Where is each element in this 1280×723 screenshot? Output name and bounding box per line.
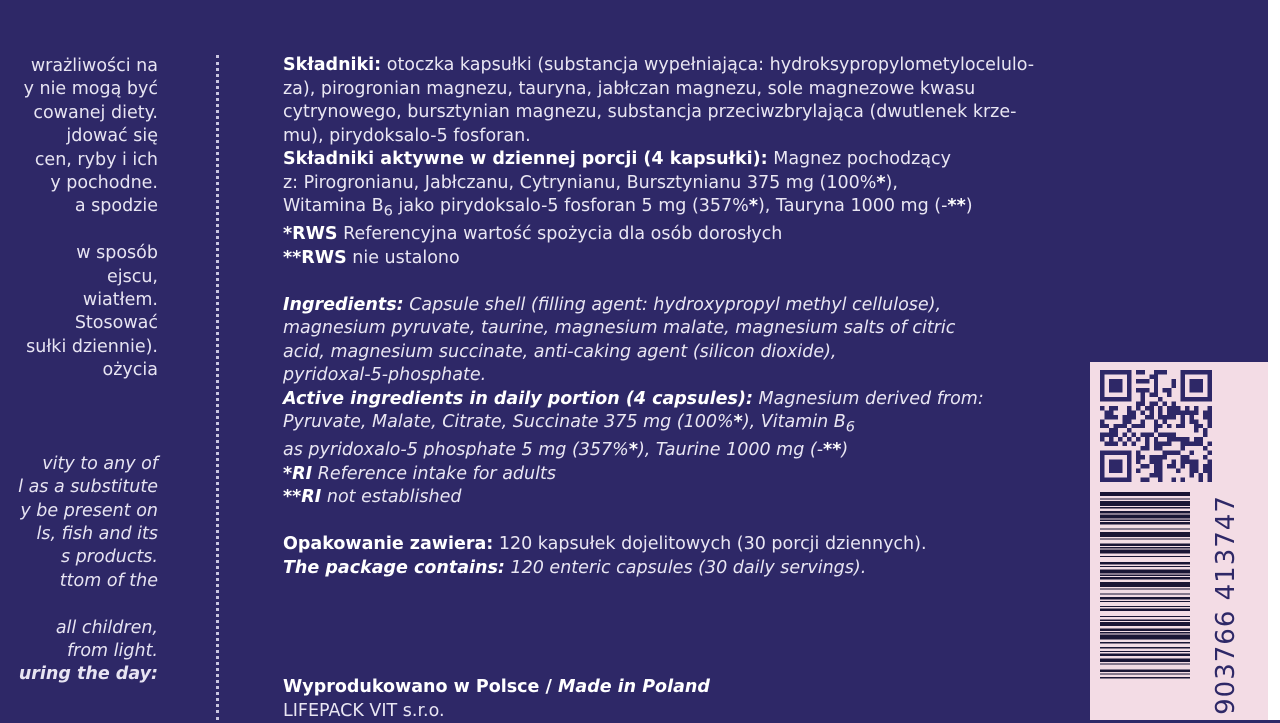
left-column-line: ls, fish and its [36,523,158,547]
left-column-text [0,0,200,720]
page-edge [1268,0,1280,720]
left-column-line: s products. [61,546,158,570]
made-in: Wyprodukowano w Polsce / Made in Poland [283,676,1163,700]
left-column-line: sułki dziennie). [26,336,158,360]
package-contents-en: The package contains: 120 enteric capsules (30 daily servings). [283,557,1163,581]
barcode-icon [1100,490,1190,720]
ri-note: *RI Reference intake for adults [283,463,1163,487]
left-column-line: ożycia [103,359,158,383]
rws-note-2: **RWS nie ustalono [283,247,1163,271]
left-column-line: y pochodne. [50,172,158,196]
active-ingredients-pl: Składniki aktywne w dziennej porcji (4 kapsułki): Magnez pochodzący [283,148,1163,172]
package-contents-pl: Opakowanie zawiera: 120 kapsułek dojelitowych (30 porcji dziennych). [283,533,1163,557]
left-column-line: cowanej diety. [33,102,158,126]
left-column-line: Stosować [75,312,158,336]
active-ingredients-en: Active ingredients in daily portion (4 capsules): Magnesium derived from: [283,388,1163,412]
rws-note: *RWS Referencyjna wartość spożycia dla osób dorosłych [283,223,1163,247]
left-column-line: wrażliwości na [31,55,158,79]
left-column-line: uring the day: [19,663,158,687]
composition-pl: Składniki: otoczka kapsułki (substancja wypełniająca: hydroksypropylometylocelulo- [283,54,1163,78]
left-column-line: y be present on [20,500,158,524]
left-column-line: l as a substitute [18,476,158,500]
left-column-line: ejscu, [107,266,158,290]
label-main-text: Składniki: otoczka kapsułki (substancja wypełniająca: hydroksypropylometylocelulo- za), pirogronian magnezu, tauryna, jabłczan magnezu, sole magnezowe kwasu cytrynowego, bursztynian magnezu, substancja przeciwzbrylająca (dwutlenek krze- mu), pirydoksalo-5 fosforan. Składniki aktywne w dziennej porcji (4 kapsułki): Magnez pochodzący z: Pirogronianu, Jabłczanu, Cytrynianu, Bursztynianu 375 mg (100%*), Witamina $B_6$ jako pirydoksalo-5 fosforan 5 mg (357%*), Tauryna 1000 mg (-**) *RWS Referencyjna wartość spożycia dla osób dorosłych **RWS nie ustalono Ingredients: Capsule shell (filling agent: hydroxypropyl methyl cellulose), magnesium pyruvate, taurine, magnesium malate, magnesium salts of citric acid, magnesium succinate, anti-caking agent (silicon dioxide), pyridoxal-5-phosphate. Active ingredients in daily portion (4 capsules): Magnesium derived from: Pyruvate, Malate, Citrate, Succinate 375 mg (100%*), Vitamin $B_6$ as pyridoxalo-5 phosphate 5 mg (357%*), Taurine 1000 mg (-**) *RI Reference intake for adults **RI not established Opakowanie zawiera: 120 kapsułek dojelitowych (30 porcji dziennych). The package contains: 120 enteric capsules (30 daily servings). Wyprodukowano w Polsce / Made in Poland LIFEPACK VIT s.r.o. [283,54,1163,723]
left-column-line: vity to any of [42,453,158,477]
ingredients-en: Ingredients: Capsule shell (filling agent: hydroxypropyl methyl cellulose), [283,294,1163,318]
left-column-line: a spodzie [75,195,158,219]
manufacturer: LIFEPACK VIT s.r.o. [283,700,1163,723]
ri-note-2: **RI not established [283,486,1163,510]
qr-code-icon [1100,370,1212,482]
barcode-number: 903766 413747 [1211,495,1241,715]
left-column-line: ttom of the [60,570,158,594]
left-column-line: cen, ryby i ich [35,149,158,173]
left-column-line: w sposób [76,242,158,266]
left-column-line: y nie mogą być [24,78,158,102]
dotted-divider [216,55,219,720]
left-column-line: all children, [56,617,158,641]
left-column-line: wiatłem. [83,289,158,313]
left-column-line: from light. [67,640,158,664]
left-column-line: jdować się [66,125,158,149]
